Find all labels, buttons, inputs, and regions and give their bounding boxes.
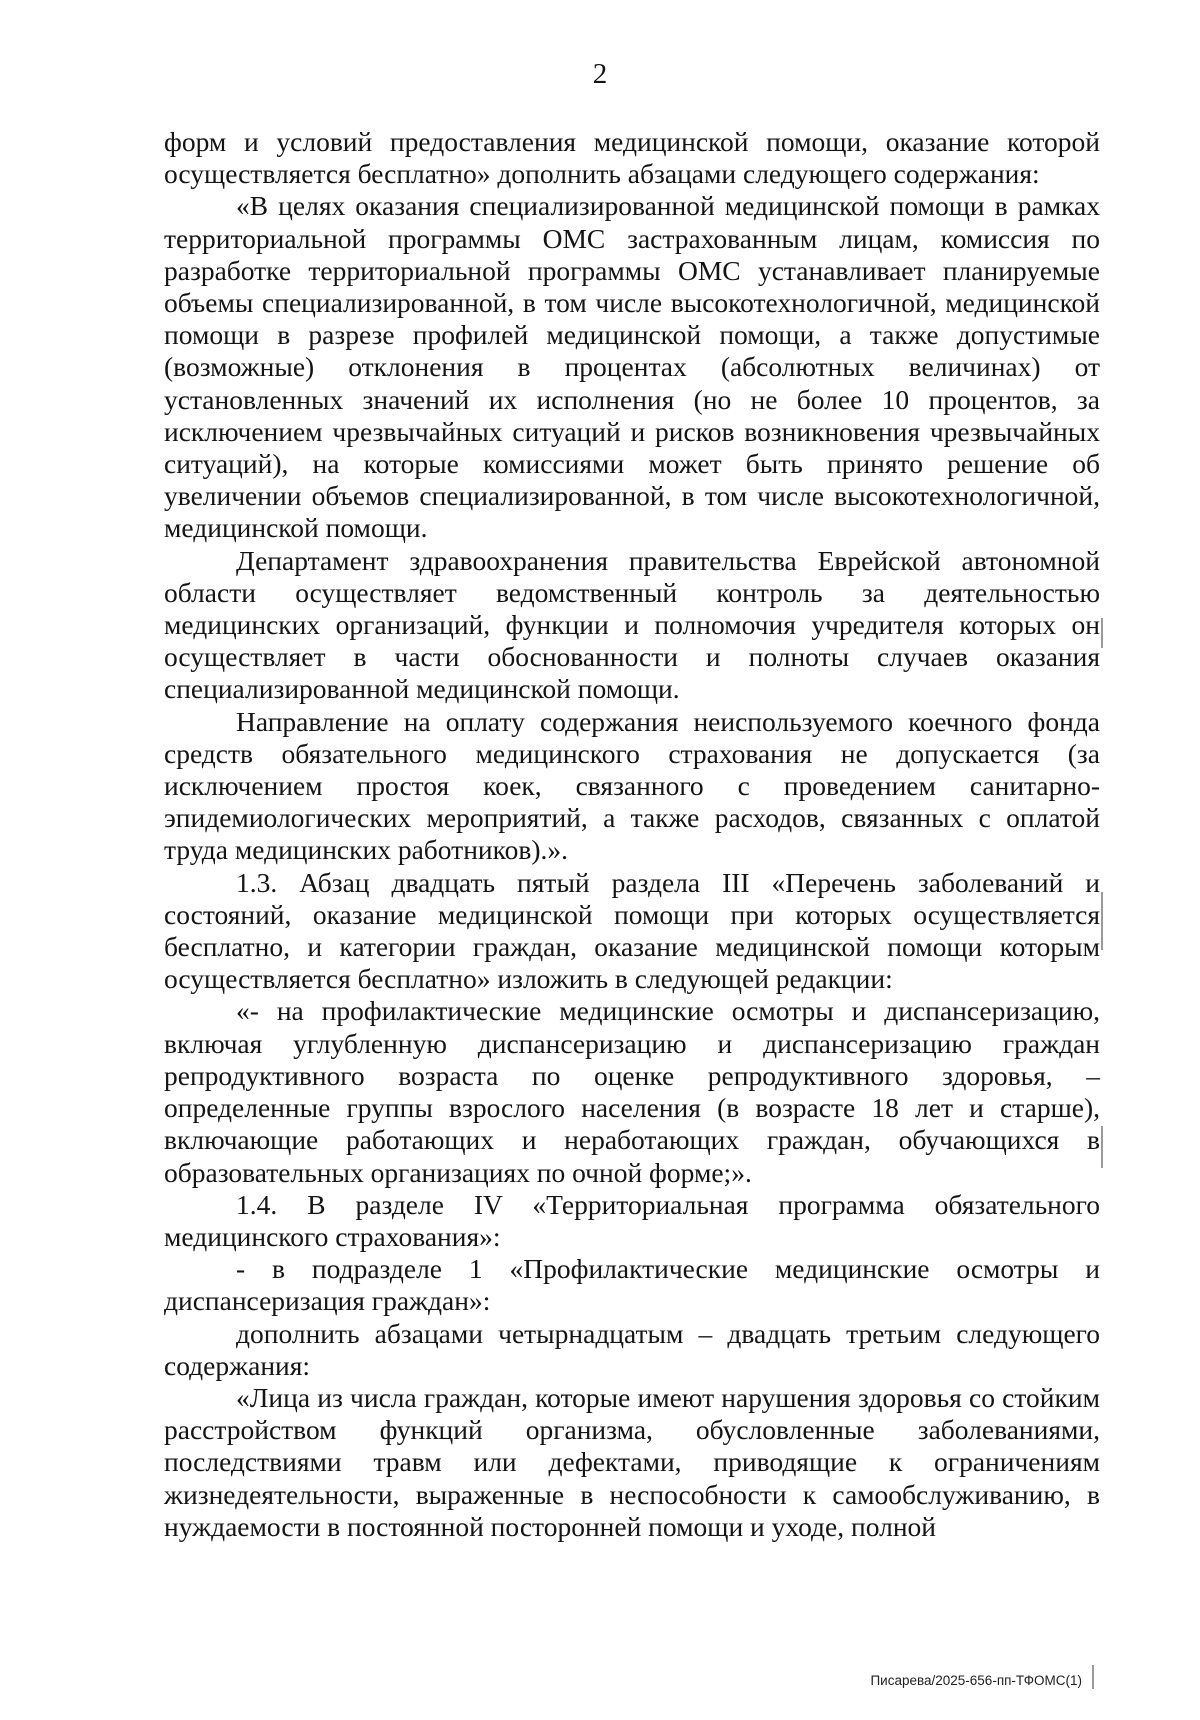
paragraph-bed-fund: Направление на оплату содержания неиспользуемого коечного фонда средств обязательного медицинского страхования не допускается (за исключением простоя коек, связанного с проведением санитарно-эпидемиологических мероприятий, а также расходов, связанных с оплатой труда медицинских работников).».	[164, 705, 1100, 866]
paragraph-preventive-exams: «- на профилактические медицинские осмотры и диспансеризацию, включая углубленную диспансеризацию и диспансеризацию граждан репродуктивного возраста по оценке репродуктивного здоровья, – определенные группы взрослого населения (в возрасте 18 лет и старше), включающие работающих и неработающих граждан, обучающихся в образовательных организациях по очной форме;».	[164, 995, 1100, 1188]
paragraph-department-control: Департамент здравоохранения правительства Еврейской автономной области осуществляет ведомственный контроль за деятельностью медицинских организаций, функции и полномочия учредителя которых он осуществляет в части обоснованности и полноты случаев оказания специализированной медицинской помощи.	[164, 544, 1100, 705]
paragraph-specialized-care: «В целях оказания специализированной медицинской помощи в рамках территориальной программы ОМС застрахованным лицам, комиссия по разработке территориальной программы ОМС устанавливает планируемые объемы специализированной, в том числе высокотехнологичной, медицинской помощи в разрезе профилей медицинской помощи, а также допустимые (возможные) отклонения в процентах (абсолютных величинах) от установленных значений их исполнения (но не более 10 процентов, за исключением чрезвычайных ситуаций и рисков возникновения чрезвычайных ситуаций), на которые комиссиями может быть принято решение об увеличении объемов специализированной, в том числе высокотехнологичной, медицинской помощи.	[164, 190, 1100, 544]
paragraph-subsection-1: - в подразделе 1 «Профилактические медицинские осмотры и диспансеризация граждан»:	[164, 1253, 1100, 1317]
scan-edge-mark	[1101, 618, 1103, 648]
paragraph-item-1-3: 1.3. Абзац двадцать пятый раздела III «Перечень заболеваний и состояний, оказание медицинской помощи при которых осуществляется бесплатно, и категории граждан, оказание медицинской помощи которым осуществляется бесплатно» изложить в следующей редакции:	[164, 866, 1100, 995]
scan-edge-mark	[1101, 1126, 1103, 1168]
page-number: 2	[592, 58, 608, 90]
scan-edge-mark	[1092, 1665, 1094, 1689]
paragraph-continuation: форм и условий предоставления медицинской помощи, оказание которой осуществляется бесплатно» дополнить абзацами следующего содержания:	[164, 126, 1100, 190]
document-body	[164, 126, 1100, 1543]
paragraph-item-1-4: 1.4. В разделе IV «Территориальная программа обязательного медицинского страхования»:	[164, 1188, 1100, 1252]
document-footer-reference: Писарева/2025-656-пп-ТФОМС(1)	[870, 1673, 1082, 1688]
scan-edge-mark	[1101, 892, 1103, 950]
paragraph-add-abzats: дополнить абзацами четырнадцатым – двадцать третьим следующего содержания:	[164, 1317, 1100, 1381]
paragraph-persons-health: «Лица из числа граждан, которые имеют нарушения здоровья со стойким расстройством функций организма, обусловленные заболеваниями, последствиями травм или дефектами, приводящие к ограничениям жизнедеятельности, выраженные в неспособности к самообслуживанию, в нуждаемости в постоянной посторонней помощи и уходе, полной	[164, 1381, 1100, 1542]
